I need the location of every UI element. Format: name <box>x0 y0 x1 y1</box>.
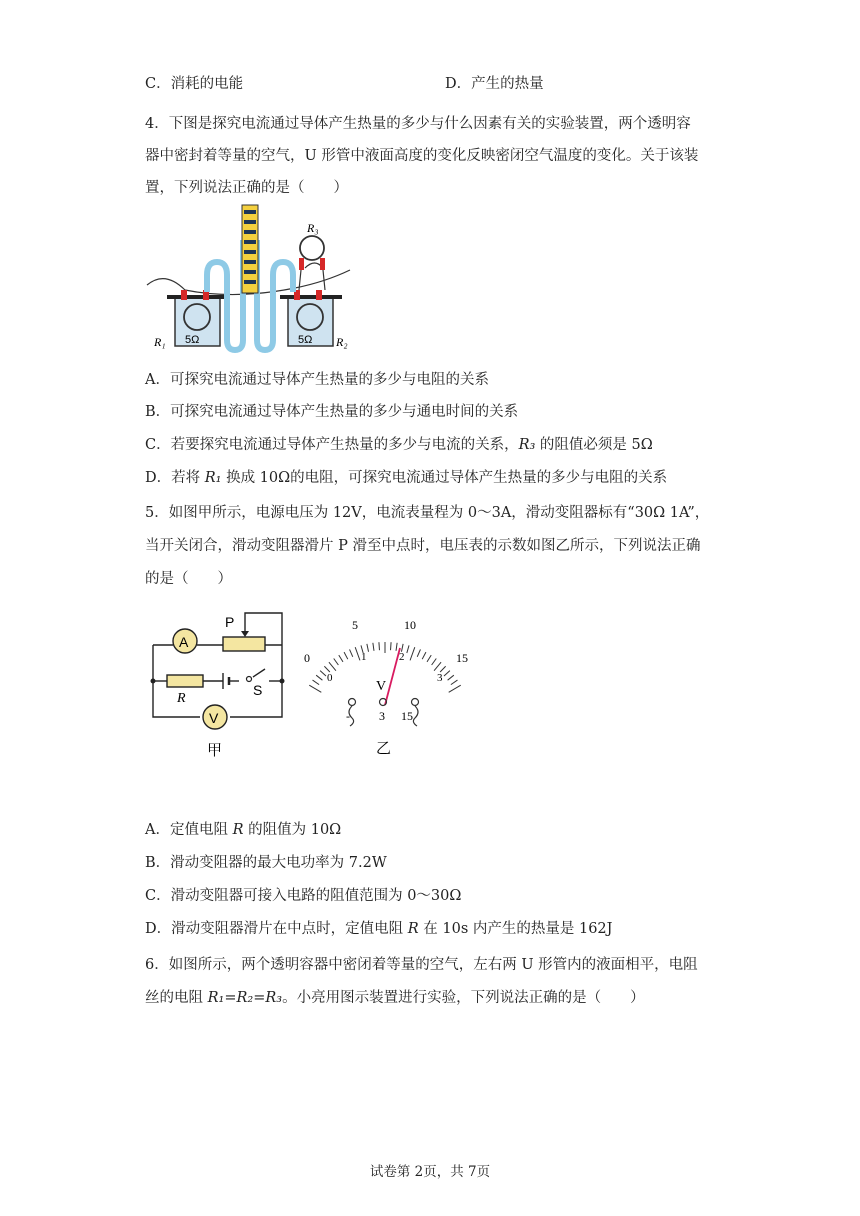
dial-tick <box>432 658 437 665</box>
figure-yi-caption: 乙 <box>376 739 392 757</box>
slider-label: P <box>225 614 235 630</box>
inner-tick-3: 3 <box>437 672 443 684</box>
dial-tick <box>434 662 441 670</box>
dial-tick <box>448 675 454 680</box>
q5-option-a: A．定值电阻 R 的阻值为 10Ω <box>145 822 342 838</box>
q5-circuit-diagram <box>145 605 295 760</box>
dial-tick <box>334 658 339 665</box>
inner-tick-2: 2 <box>399 651 405 663</box>
q4-option-c: C．若要探究电流通过导体产生热量的多少与电流的关系，R₃ 的阻值必须是 5Ω <box>145 437 653 453</box>
dial-tick <box>313 680 320 685</box>
ammeter-label: A <box>179 634 189 650</box>
dial-tick <box>396 643 397 651</box>
inner-tick-0: 0 <box>327 672 333 684</box>
q4-option-a: A．可探究电流通过导体产生热量的多少与电阻的关系 <box>145 372 489 388</box>
voltmeter-label: V <box>209 710 219 726</box>
q4-stem-line1: 4．下图是探究电流通过导体产生热量的多少与什么因素有关的实验装置，两个透明容 <box>145 116 691 132</box>
dial-tick <box>449 685 461 692</box>
dial-tick <box>417 649 420 656</box>
dial-tick <box>320 671 326 676</box>
q4-stem-line2: 器中密封着等量的空气，U 形管中液面高度的变化反映密闭空气温度的变化。关于该装 <box>145 148 699 164</box>
inner-tick-1: 1 <box>361 651 367 663</box>
dial-tick <box>350 649 353 656</box>
q5-option-c: C．滑动变阻器可接入电路的阻值范围为 0～30Ω <box>145 888 462 904</box>
outer-tick-15: 15 <box>456 651 468 665</box>
q4-option-d: D．若将 R₁ 换成 10Ω的电阻，可探究电流通过导体产生热量的多少与电阻的关系 <box>145 470 668 486</box>
q3-option-d: D．产生的热量 <box>445 76 544 92</box>
right-box-resistance: 5Ω <box>298 334 313 346</box>
dial-tick <box>344 652 348 659</box>
dial-tick <box>373 643 374 651</box>
q4-option-b: B．可探究电流通过导体产生热量的多少与通电时间的关系 <box>145 404 519 420</box>
q6-stem-line1: 6．如图所示，两个透明容器中密闭着等量的空气，左右两 U 形管内的液面相平，电阻 <box>145 957 698 973</box>
meter-needle <box>385 648 400 705</box>
terminal-15: 15 <box>401 709 413 723</box>
dial-tick <box>379 642 380 650</box>
terminal-3: 3 <box>379 709 385 723</box>
outer-tick-0: 0 <box>304 651 310 665</box>
dial-tick <box>355 647 360 660</box>
dial-tick <box>422 652 426 659</box>
q5-stem-line2: 当开关闭合，滑动变阻器滑片 P 滑至中点时，电压表的示数如图乙所示，下列说法正确 <box>145 538 701 554</box>
q5-voltmeter-dial <box>300 610 480 760</box>
dial-tick <box>339 655 343 662</box>
dial-tick <box>444 671 450 676</box>
q3-option-c: C．消耗的电能 <box>145 76 244 92</box>
r1-label: R₁ <box>154 335 166 349</box>
q5-stem-line3: 的是（ ） <box>145 571 232 587</box>
dial-tick <box>316 675 322 680</box>
q6-stem-line2: 丝的电阻 R₁=R₂=R₃。小亮用图示装置进行实验，下列说法正确的是（ ） <box>145 990 645 1006</box>
resistor-label: R <box>177 691 186 706</box>
left-box-resistance: 5Ω <box>185 334 200 346</box>
dial-tick <box>309 685 321 692</box>
q5-option-d: D．滑动变阻器滑片在中点时，定值电阻 R 在 10s 内产生的热量是 162J <box>145 921 613 937</box>
meter-unit: V <box>376 679 387 694</box>
dial-tick <box>427 655 431 662</box>
outer-tick-5: 5 <box>352 618 358 632</box>
page-footer: 试卷第 2页，共 7页 <box>369 1164 491 1180</box>
terminal-minus: - <box>346 709 350 723</box>
q5-stem-line1: 5．如图甲所示，电源电压为 12V，电流表量程为 0～3A，滑动变阻器标有“30Ω 1A”， <box>145 505 710 521</box>
q4-stem-line3: 置，下列说法正确的是（ ） <box>145 180 348 196</box>
q4-heat-apparatus-figure <box>145 200 355 355</box>
figure-jia-caption: 甲 <box>207 741 223 759</box>
switch-label: S <box>253 682 263 698</box>
q5-option-b: B．滑动变阻器的最大电功率为 7.2W <box>145 855 387 871</box>
dial-tick <box>451 680 458 685</box>
outer-tick-10: 10 <box>404 618 416 632</box>
dial-tick <box>410 647 415 660</box>
dial-tick <box>407 645 409 653</box>
r2-label: R₂ <box>336 335 348 349</box>
r3-label: R₃ <box>307 221 319 235</box>
dial-tick <box>367 644 369 652</box>
dial-tick <box>329 662 336 670</box>
dial-tick <box>391 642 392 650</box>
